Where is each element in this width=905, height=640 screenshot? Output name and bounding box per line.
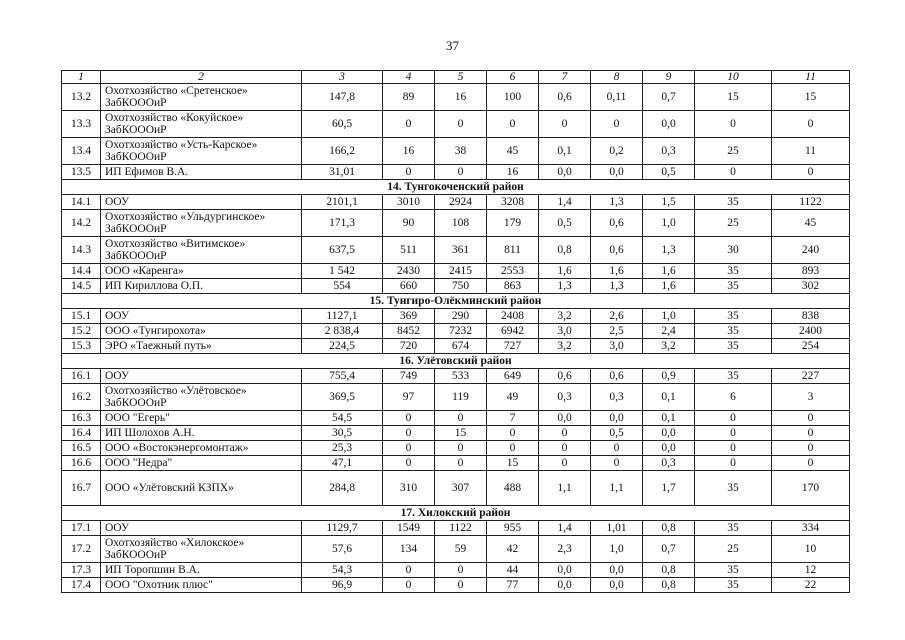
page-number: 37 [446, 38, 459, 53]
table-row [62, 210, 850, 237]
value-cell: 15 [772, 84, 850, 111]
value-cell: 11 [772, 138, 850, 165]
value-cell: 649 [487, 369, 539, 384]
value-cell: 0,1 [539, 138, 591, 165]
column-number: 4 [383, 71, 435, 84]
value-cell: 15 [435, 426, 487, 441]
value-cell: 35 [695, 578, 772, 593]
row-number: 16.5 [62, 441, 101, 456]
row-number: 15.1 [62, 309, 101, 324]
value-cell: 54,5 [302, 411, 383, 426]
value-cell: 0 [539, 456, 591, 471]
value-cell: 240 [772, 237, 850, 264]
value-cell: 35 [695, 471, 772, 506]
value-cell: 57,6 [302, 536, 383, 563]
value-cell: 755,4 [302, 369, 383, 384]
value-cell: 1122 [435, 521, 487, 536]
row-number: 14.3 [62, 237, 101, 264]
value-cell: 30 [695, 237, 772, 264]
value-cell: 0 [591, 111, 643, 138]
organization-name: ООО «Улётовский КЗПХ» [101, 471, 302, 506]
value-cell: 0 [772, 111, 850, 138]
value-cell: 44 [487, 563, 539, 578]
value-cell: 0,6 [591, 369, 643, 384]
table-row [62, 384, 850, 411]
value-cell: 0 [435, 456, 487, 471]
value-cell: 0,8 [539, 237, 591, 264]
value-cell: 3,2 [539, 339, 591, 354]
value-cell: 38 [435, 138, 487, 165]
value-cell: 7232 [435, 324, 487, 339]
value-cell: 54,3 [302, 563, 383, 578]
value-cell: 0 [772, 441, 850, 456]
value-cell: 47,1 [302, 456, 383, 471]
data-table [61, 70, 850, 593]
value-cell: 25,3 [302, 441, 383, 456]
value-cell: 290 [435, 309, 487, 324]
value-cell: 35 [695, 279, 772, 294]
value-cell: 0 [772, 411, 850, 426]
organization-name: ООО "Охотник плюс" [101, 578, 302, 593]
value-cell: 0 [539, 441, 591, 456]
value-cell: 35 [695, 521, 772, 536]
value-cell: 637,5 [302, 237, 383, 264]
table-row [62, 165, 850, 180]
value-cell: 0 [695, 411, 772, 426]
value-cell: 893 [772, 264, 850, 279]
value-cell: 1549 [383, 521, 435, 536]
organization-name: ООУ [101, 195, 302, 210]
column-number: 7 [539, 71, 591, 84]
organization-name: ИП Шолохов А.Н. [101, 426, 302, 441]
organization-name: ЭРО «Таежный путь» [101, 339, 302, 354]
value-cell: 0 [383, 165, 435, 180]
value-cell: 2 838,4 [302, 324, 383, 339]
value-cell: 1,01 [591, 521, 643, 536]
value-cell: 0,0 [591, 578, 643, 593]
value-cell: 0,0 [591, 165, 643, 180]
value-cell: 22 [772, 578, 850, 593]
value-cell: 369 [383, 309, 435, 324]
value-cell: 0 [695, 165, 772, 180]
section-title: 14. Тунгокоченский район [62, 180, 850, 195]
value-cell: 0,0 [591, 563, 643, 578]
value-cell: 0,0 [591, 411, 643, 426]
value-cell: 42 [487, 536, 539, 563]
table-row [62, 195, 850, 210]
value-cell: 2415 [435, 264, 487, 279]
column-number: 8 [591, 71, 643, 84]
value-cell: 170 [772, 471, 850, 506]
column-number-row [62, 71, 850, 84]
value-cell: 533 [435, 369, 487, 384]
value-cell: 1127,1 [302, 309, 383, 324]
value-cell: 35 [695, 339, 772, 354]
value-cell: 0 [591, 456, 643, 471]
value-cell: 25 [695, 536, 772, 563]
organization-name: ООУ [101, 309, 302, 324]
value-cell: 0,2 [591, 138, 643, 165]
value-cell: 2,3 [539, 536, 591, 563]
value-cell: 1,5 [643, 195, 695, 210]
value-cell: 863 [487, 279, 539, 294]
value-cell: 77 [487, 578, 539, 593]
value-cell: 3,0 [591, 339, 643, 354]
organization-name: Охотхозяйство «Витимское» ЗабКОООиР [101, 237, 302, 264]
value-cell: 838 [772, 309, 850, 324]
organization-name: Охотхозяйство «Улётовское» ЗабКОООиР [101, 384, 302, 411]
value-cell: 2400 [772, 324, 850, 339]
value-cell: 12 [772, 563, 850, 578]
table-row [62, 536, 850, 563]
value-cell: 310 [383, 471, 435, 506]
organization-name: ООО «Тунгирохота» [101, 324, 302, 339]
value-cell: 119 [435, 384, 487, 411]
table-row [62, 369, 850, 384]
value-cell: 0 [487, 426, 539, 441]
value-cell: 0,0 [539, 165, 591, 180]
value-cell: 30,5 [302, 426, 383, 441]
value-cell: 0 [435, 411, 487, 426]
value-cell: 0 [435, 578, 487, 593]
organization-name: ИП Кириллова О.П. [101, 279, 302, 294]
value-cell: 35 [695, 369, 772, 384]
value-cell: 16 [487, 165, 539, 180]
table-row [62, 264, 850, 279]
section-title: 17. Хилокский район [62, 506, 850, 521]
organization-name: Охотхозяйство «Хилокское» ЗабКОООиР [101, 536, 302, 563]
organization-name: ИП Торопшин В.А. [101, 563, 302, 578]
value-cell: 1,4 [539, 521, 591, 536]
value-cell: 35 [695, 264, 772, 279]
value-cell: 1,0 [643, 309, 695, 324]
value-cell: 0,0 [539, 411, 591, 426]
value-cell: 554 [302, 279, 383, 294]
value-cell: 49 [487, 384, 539, 411]
row-number: 16.6 [62, 456, 101, 471]
value-cell: 25 [695, 210, 772, 237]
row-number: 17.4 [62, 578, 101, 593]
table-row [62, 138, 850, 165]
value-cell: 0,6 [591, 210, 643, 237]
column-number: 5 [435, 71, 487, 84]
column-number: 3 [302, 71, 383, 84]
value-cell: 100 [487, 84, 539, 111]
value-cell: 0,11 [591, 84, 643, 111]
value-cell: 0 [383, 456, 435, 471]
row-number: 16.4 [62, 426, 101, 441]
table-row [62, 456, 850, 471]
value-cell: 0 [772, 165, 850, 180]
row-number: 17.2 [62, 536, 101, 563]
value-cell: 720 [383, 339, 435, 354]
table-row [62, 111, 850, 138]
value-cell: 179 [487, 210, 539, 237]
value-cell: 0,8 [643, 563, 695, 578]
value-cell: 369,5 [302, 384, 383, 411]
value-cell: 0,3 [643, 456, 695, 471]
value-cell: 35 [695, 563, 772, 578]
value-cell: 1,6 [539, 264, 591, 279]
value-cell: 171,3 [302, 210, 383, 237]
value-cell: 0,6 [591, 237, 643, 264]
value-cell: 10 [772, 536, 850, 563]
value-cell: 0,3 [539, 384, 591, 411]
column-number: 11 [772, 71, 850, 84]
value-cell: 1,1 [591, 471, 643, 506]
table-row [62, 279, 850, 294]
value-cell: 2408 [487, 309, 539, 324]
value-cell: 254 [772, 339, 850, 354]
table-row [62, 563, 850, 578]
value-cell: 0,0 [539, 563, 591, 578]
value-cell: 6942 [487, 324, 539, 339]
value-cell: 674 [435, 339, 487, 354]
organization-name: ООО "Егерь" [101, 411, 302, 426]
organization-name: Охотхозяйство «Кокуйское» ЗабКОООиР [101, 111, 302, 138]
row-number: 14.4 [62, 264, 101, 279]
value-cell: 0 [772, 426, 850, 441]
value-cell: 0 [772, 456, 850, 471]
value-cell: 227 [772, 369, 850, 384]
organization-name: ООУ [101, 369, 302, 384]
value-cell: 3,0 [539, 324, 591, 339]
column-number: 9 [643, 71, 695, 84]
value-cell: 2,5 [591, 324, 643, 339]
table-row [62, 339, 850, 354]
table-row [62, 441, 850, 456]
value-cell: 15 [695, 84, 772, 111]
value-cell: 3010 [383, 195, 435, 210]
value-cell: 0,0 [643, 426, 695, 441]
value-cell: 0,0 [539, 578, 591, 593]
row-number: 17.3 [62, 563, 101, 578]
value-cell: 0,8 [643, 578, 695, 593]
value-cell: 749 [383, 369, 435, 384]
value-cell: 0,9 [643, 369, 695, 384]
value-cell: 0,6 [539, 369, 591, 384]
organization-name: ООО "Недра" [101, 456, 302, 471]
value-cell: 35 [695, 309, 772, 324]
value-cell: 0 [383, 111, 435, 138]
value-cell: 0 [591, 441, 643, 456]
value-cell: 1,7 [643, 471, 695, 506]
value-cell: 0,1 [643, 411, 695, 426]
row-number: 16.1 [62, 369, 101, 384]
value-cell: 25 [695, 138, 772, 165]
value-cell: 1 542 [302, 264, 383, 279]
value-cell: 1129,7 [302, 521, 383, 536]
value-cell: 97 [383, 384, 435, 411]
column-number: 6 [487, 71, 539, 84]
section-header-row [62, 180, 850, 195]
table-row [62, 411, 850, 426]
value-cell: 35 [695, 324, 772, 339]
value-cell: 3,2 [539, 309, 591, 324]
value-cell: 1122 [772, 195, 850, 210]
value-cell: 0,7 [643, 84, 695, 111]
row-number: 16.3 [62, 411, 101, 426]
value-cell: 16 [435, 84, 487, 111]
value-cell: 0,6 [539, 84, 591, 111]
organization-name: Охотхозяйство «Сретенское» ЗабКОООиР [101, 84, 302, 111]
value-cell: 1,3 [643, 237, 695, 264]
table-row [62, 324, 850, 339]
value-cell: 334 [772, 521, 850, 536]
value-cell: 0 [435, 111, 487, 138]
value-cell: 0 [383, 426, 435, 441]
value-cell: 1,6 [643, 264, 695, 279]
value-cell: 750 [435, 279, 487, 294]
table-row [62, 521, 850, 536]
table-row [62, 426, 850, 441]
value-cell: 1,0 [591, 536, 643, 563]
value-cell: 6 [695, 384, 772, 411]
value-cell: 2,6 [591, 309, 643, 324]
value-cell: 2101,1 [302, 195, 383, 210]
table-row [62, 84, 850, 111]
value-cell: 0 [539, 426, 591, 441]
value-cell: 59 [435, 536, 487, 563]
organization-name: Охотхозяйство «Усть-Карское» ЗабКОООиР [101, 138, 302, 165]
value-cell: 1,1 [539, 471, 591, 506]
value-cell: 660 [383, 279, 435, 294]
value-cell: 147,8 [302, 84, 383, 111]
row-number: 17.1 [62, 521, 101, 536]
value-cell: 1,4 [539, 195, 591, 210]
value-cell: 0 [539, 111, 591, 138]
table-row [62, 578, 850, 593]
value-cell: 2430 [383, 264, 435, 279]
row-number: 13.4 [62, 138, 101, 165]
value-cell: 1,6 [643, 279, 695, 294]
row-number: 15.2 [62, 324, 101, 339]
value-cell: 0 [487, 111, 539, 138]
value-cell: 0 [383, 411, 435, 426]
value-cell: 511 [383, 237, 435, 264]
value-cell: 0,0 [643, 441, 695, 456]
value-cell: 2553 [487, 264, 539, 279]
value-cell: 2,4 [643, 324, 695, 339]
value-cell: 0 [487, 441, 539, 456]
value-cell: 488 [487, 471, 539, 506]
organization-name: Охотхозяйство «Ульдургинское» ЗабКОООиР [101, 210, 302, 237]
value-cell: 108 [435, 210, 487, 237]
value-cell: 0,5 [643, 165, 695, 180]
value-cell: 134 [383, 536, 435, 563]
section-header-row [62, 354, 850, 369]
value-cell: 7 [487, 411, 539, 426]
row-number: 13.5 [62, 165, 101, 180]
section-header-row [62, 506, 850, 521]
value-cell: 45 [772, 210, 850, 237]
value-cell: 307 [435, 471, 487, 506]
row-number: 13.3 [62, 111, 101, 138]
table-row [62, 471, 850, 506]
value-cell: 0 [695, 426, 772, 441]
row-number: 14.5 [62, 279, 101, 294]
table-row [62, 309, 850, 324]
organization-name: ООУ [101, 521, 302, 536]
value-cell: 727 [487, 339, 539, 354]
value-cell: 0 [383, 578, 435, 593]
value-cell: 361 [435, 237, 487, 264]
value-cell: 1,3 [539, 279, 591, 294]
value-cell: 0,8 [643, 521, 695, 536]
value-cell: 955 [487, 521, 539, 536]
value-cell: 45 [487, 138, 539, 165]
value-cell: 90 [383, 210, 435, 237]
section-header-row [62, 294, 850, 309]
column-number: 10 [695, 71, 772, 84]
table-row [62, 237, 850, 264]
value-cell: 3208 [487, 195, 539, 210]
value-cell: 0 [383, 563, 435, 578]
value-cell: 3,2 [643, 339, 695, 354]
row-number: 16.7 [62, 471, 101, 506]
value-cell: 0 [435, 165, 487, 180]
value-cell: 1,6 [591, 264, 643, 279]
value-cell: 0,3 [643, 138, 695, 165]
organization-name: ООО «Востокэнергомонтаж» [101, 441, 302, 456]
value-cell: 0,1 [643, 384, 695, 411]
value-cell: 0,5 [539, 210, 591, 237]
value-cell: 1,3 [591, 279, 643, 294]
value-cell: 1,0 [643, 210, 695, 237]
row-number: 13.2 [62, 84, 101, 111]
section-title: 16. Улётовский район [62, 354, 850, 369]
value-cell: 166,2 [302, 138, 383, 165]
value-cell: 3 [772, 384, 850, 411]
value-cell: 0,0 [643, 111, 695, 138]
value-cell: 0 [435, 563, 487, 578]
value-cell: 1,3 [591, 195, 643, 210]
value-cell: 224,5 [302, 339, 383, 354]
value-cell: 0 [695, 111, 772, 138]
value-cell: 35 [695, 195, 772, 210]
organization-name: ИП Ефимов В.А. [101, 165, 302, 180]
organization-name: ООО «Каренга» [101, 264, 302, 279]
value-cell: 0 [695, 456, 772, 471]
value-cell: 0,3 [591, 384, 643, 411]
row-number: 15.3 [62, 339, 101, 354]
value-cell: 284,8 [302, 471, 383, 506]
section-title: 15. Тунгиро-Олёкминский район [62, 294, 850, 309]
value-cell: 302 [772, 279, 850, 294]
value-cell: 0,7 [643, 536, 695, 563]
value-cell: 0,5 [591, 426, 643, 441]
row-number: 14.1 [62, 195, 101, 210]
column-number: 1 [62, 71, 101, 84]
value-cell: 0 [435, 441, 487, 456]
value-cell: 15 [487, 456, 539, 471]
value-cell: 811 [487, 237, 539, 264]
row-number: 14.2 [62, 210, 101, 237]
column-number: 2 [101, 71, 302, 84]
value-cell: 2924 [435, 195, 487, 210]
row-number: 16.2 [62, 384, 101, 411]
value-cell: 96,9 [302, 578, 383, 593]
value-cell: 0 [695, 441, 772, 456]
value-cell: 0 [383, 441, 435, 456]
value-cell: 8452 [383, 324, 435, 339]
value-cell: 16 [383, 138, 435, 165]
value-cell: 31,01 [302, 165, 383, 180]
value-cell: 60,5 [302, 111, 383, 138]
value-cell: 89 [383, 84, 435, 111]
table-body [62, 71, 850, 593]
